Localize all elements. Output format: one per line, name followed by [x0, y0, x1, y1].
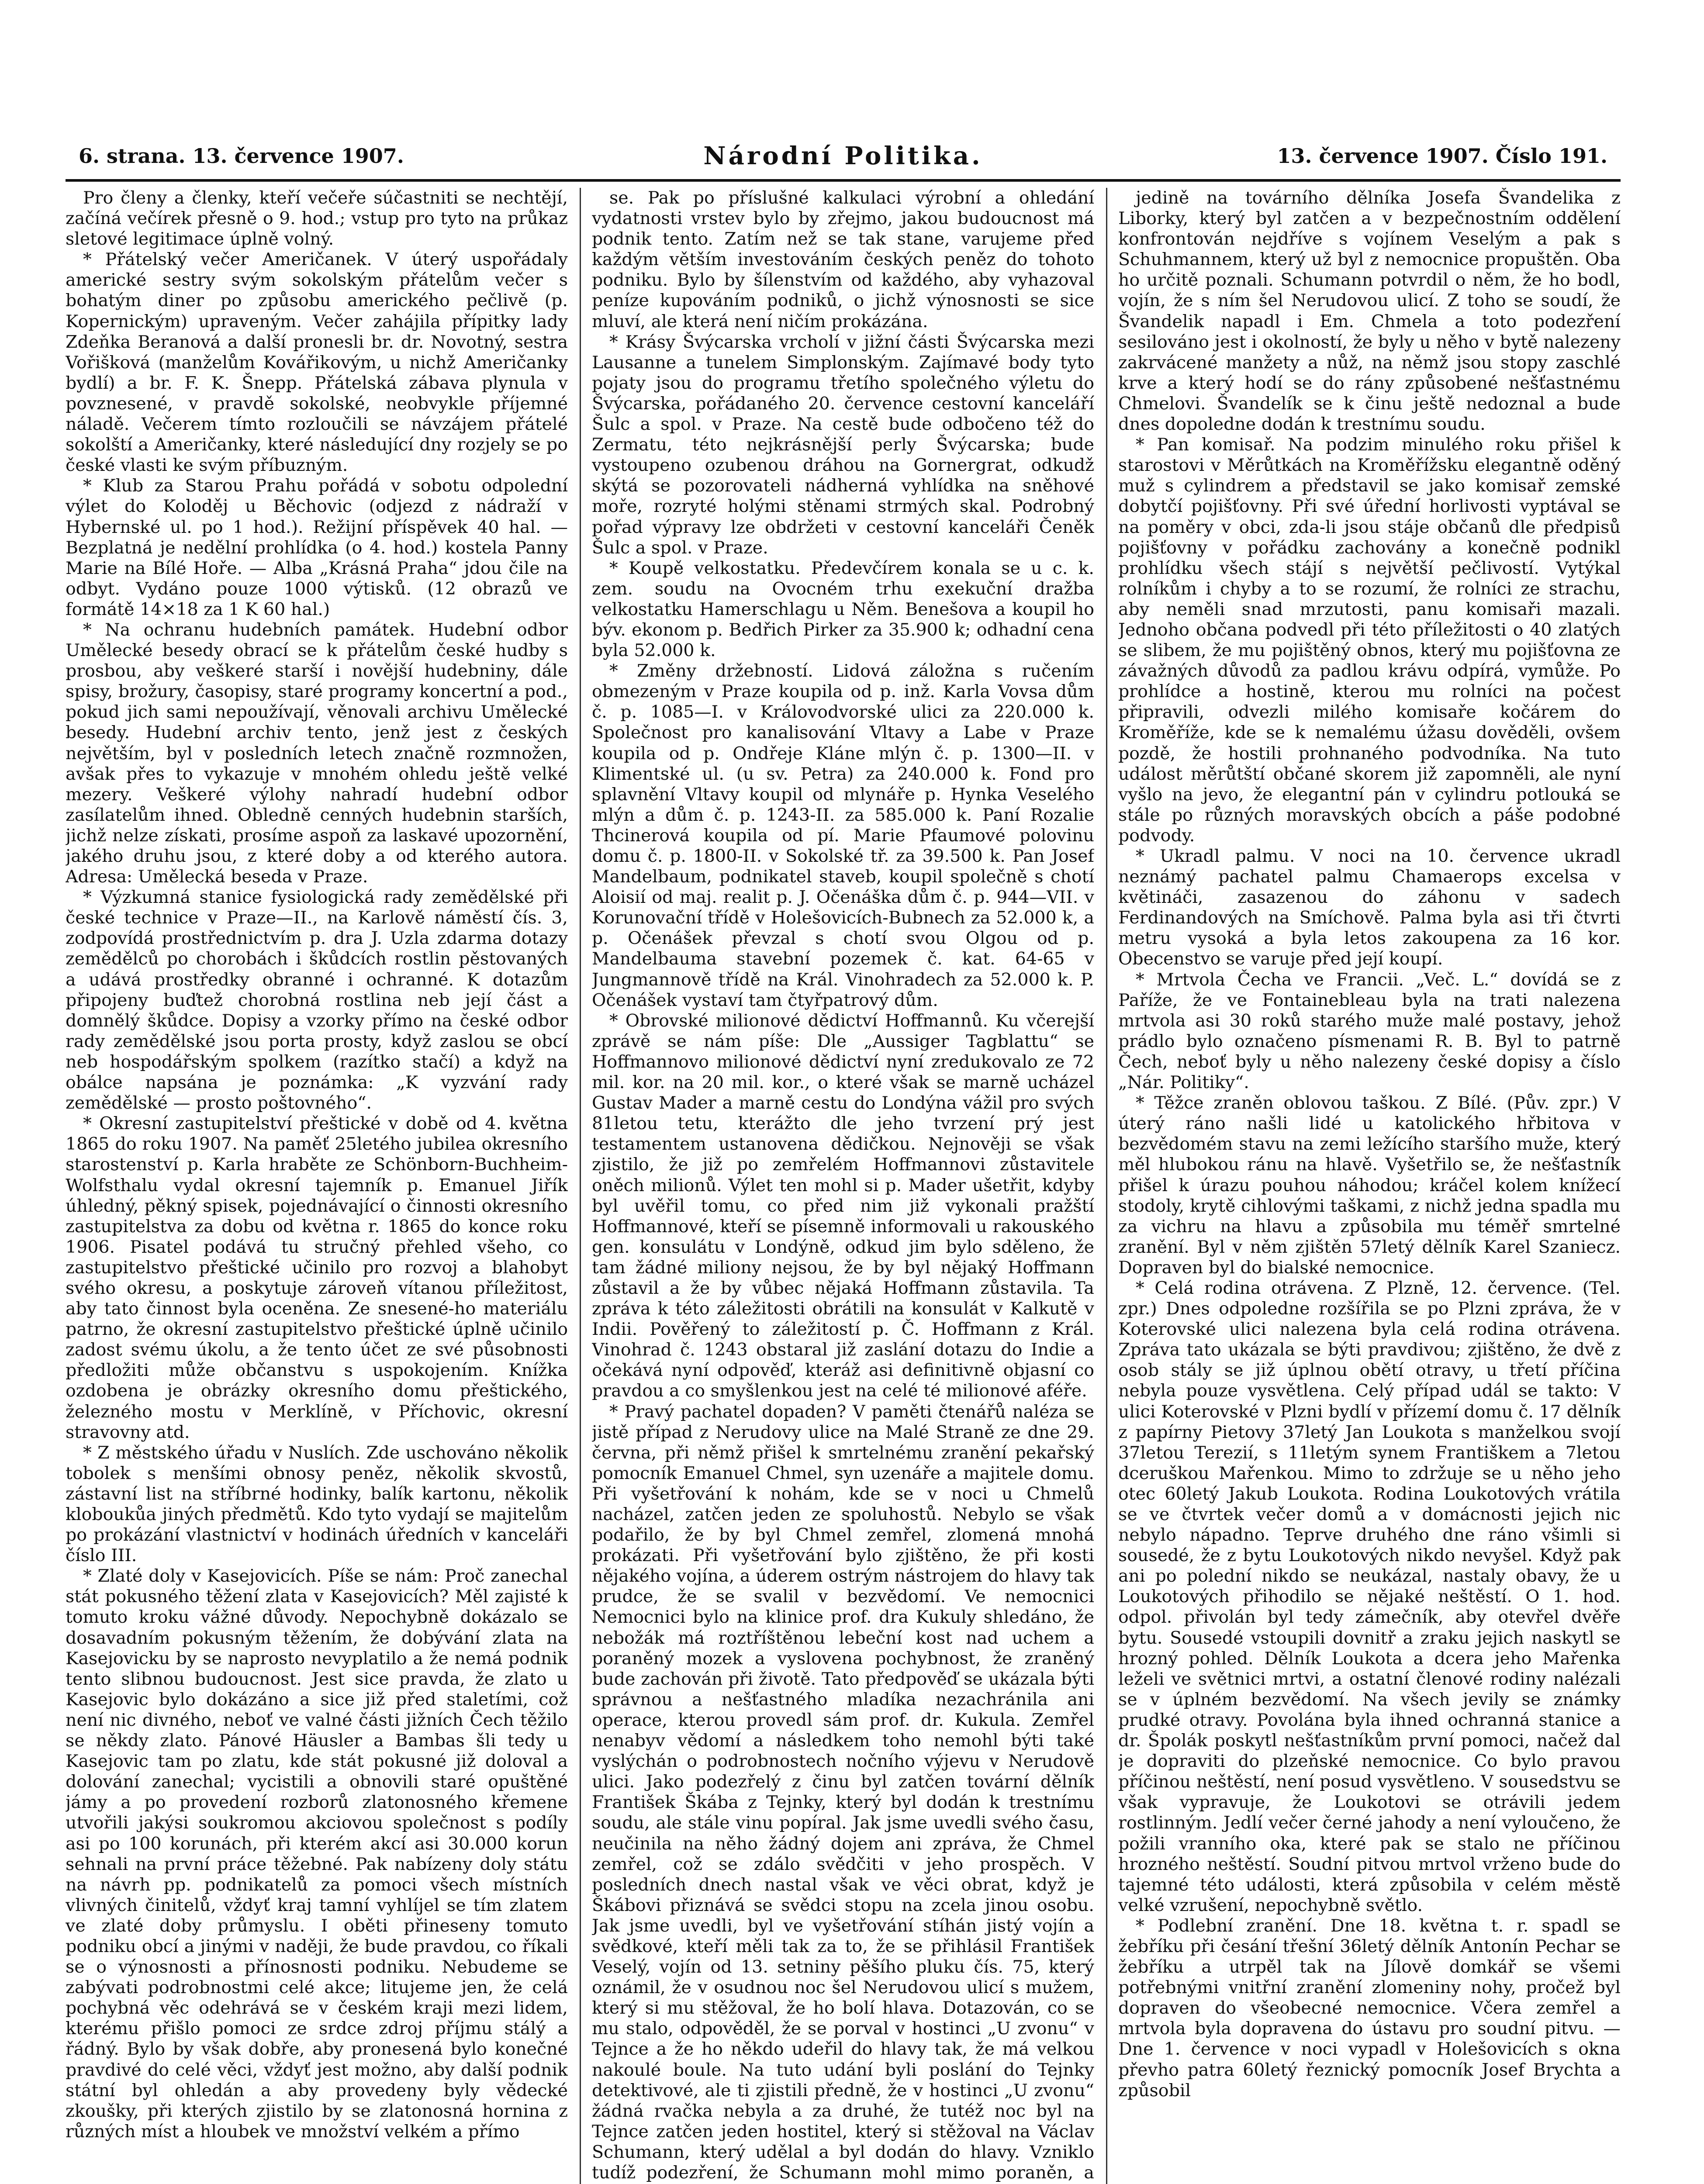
- article-paragraph: * Pan komisař. Na podzim minulého roku přišel k starostovi v Měrůtkách na Kroměřížsku elegantně oděný muž s cylindrem a představil se jako komisař zemské dobytčí pojišťovny. Při své úřední horlivosti vyptával se na poměry v obci, zda-li jsou stáje občanů dle předpisů pojišťovny v pořádku zachovány a konečně podnikl prohlídku všech stájí s největší pečlivostí. Vytýkal rolníkům i chyby a to se rozumí, že rolníci ze strachu, aby neměli snad mrzutosti, panu komisaři mazali. Jednoho občana podvedl při této příležitosti o 40 zlatých se slibem, že mu pojištěný obnos, který mu pojišťovna ze závažných důvodů za padlou krávu odpírá, vymůže. Po prohlídce a hostině, kterou mu rolníci na počest připravili, odvezli milého komisaře kočárem do Kroměříže, kde se k nemalému úžasu dověděli, ovšem pozdě, že hostili prohnaného podvodníka. Na tuto událost měrůtští občané skorem již zapomněli, ale nyní vyšlo na jevo, že elegantní pán v cylindru potlouká se stále po různých moravských obcích a páše podobné podvody.: [1118, 435, 1621, 846]
- article-paragraph: * Pravý pachatel dopaden? V paměti čtenářů naléza se jistě případ z Nerudovy ulice na Malé Straně ze dne 29. června, při němž přišel k smrtelnému zranění pekařský pomocník Emanuel Chmel, syn uzenáře a majitele domu. Při vyšetřování k nohám, kde se v noci u Chmelů nacházel, zatčen jeden ze spoluhostů. Nebylo se však podařilo, že by byl Chmel zemřel, zlomená mnohá prokázati. Při vyšetřování bylo zjištěno, že při kosti nějakého vojína, a úderem ostrým nástrojem do hlavy tak prudce, že se svalil v bezvědomí. Ve nemocnici Nemocnici bylo na klinice prof. dra Kukuly shledáno, že nebožák má roztříštěnou lebeční kost nad uchem a poraněný mozek a vyslovena pochybnost, že zraněný bude zachován při životě. Tato předpověď se ukázala býti správnou a nešťastného mladíka nezachránila ani operace, kterou provedl sám prof. dr. Kukula. Zemřel nenabyv vědomí a následkem toho nemohl býti také vyslýchán o podrobnostech nočního výjevu v Nerudově ulici. Jako podezřelý z činu byl zatčen tovární dělník František Škába z Tejnky, který byl dodán k trestnímu soudu, ale stále vinu popíral. Jak jsme uvedli svého času, neučinila na něho žádný dojem ani zpráva, že Chmel zemřel, což se zdálo svědčiti v jeho prospěch. V posledních dnech nastal však ve věci obrat, když je Škábovi přiznává se svědci stopu na zcela jinou osobu. Jak jsme uvedli, byl ve vyšetřování stíhán jistý vojín a svědkové, kteří měli tak za to, že se přihlásil František Veselý, vojín od 13. setniny pěšího pluku čís. 75, který oznámil, že v osudnou noc šel Nerudovou ulicí s mužem, který si mu stěžoval, že ho bolí hlava. Dotazován, co se mu stalo, odpověděl, že se porval v hostinci „U zvonu“ v Tejnce a že ho někdo udeřil do hlavy tak, že má velkou nakoulé boule. Na tuto udání byli poslání do Tejnky detektivové, ale ti zjistili předně, že v hostinci „U zvonu“ žádná rvačka nebyla a za druhé, že tutéž noc byl na Tejnce zatčen jeden hostitel, který si stěžoval na Václav Schumann, který udělal a byl dodán do hlavy. Vzniklo tudíž podezření, že Schumann mohl mimo poraněn, a: [592, 1401, 1094, 2183]
- article-paragraph: * Změny držebností. Lidová záložna s ručením obmezeným v Praze koupila od p. inž. Karla Vovsa dům č. p. 1085—I. v Královodvorské ulici za 220.000 k. Společnost pro kanalisování Vltavy a Labe v Praze koupila od p. Ondřeje Kláne mlýn č. p. 1300—II. v Klimentské ul. (u sv. Petra) za 240.000 k. Fond pro splavnění Vltavy koupil od mlynáře p. Hynka Veselého mlýn a dům č. p. 1243-II. za 585.000 k. Paní Rozalie Thcinerová koupila od pí. Marie Pfaumové polovinu domu č. p. 1800-II. v Sokolské tř. za 39.500 k. Pan Josef Mandelbaum, podnikatel staveb, koupil společně s chotí Aloisií od maj. realit p. J. Očenáška dům č. p. 944—VII. v Korunovační třídě v Holešovicích-Bubnech za 52.000 k, a p. Očenášek převzal s chotí svou Olgou od p. Mandelbauma stavební pozemek č. kat. 64-65 v Jungmannově třídě na Král. Vinohradech za 52.000 k. P. Očenášek vystaví tam čtyřpatrový dům.: [592, 661, 1094, 1010]
- article-paragraph: Pro členy a členky, kteří večeře súčastniti se nechtějí, začíná večírek přesně o 9. hod.; vstup pro tyto na průkaz sletové legitimace úplně volný.: [66, 188, 568, 249]
- article-paragraph: * Podlební zranění. Dne 18. května t. r. spadl se žebříku při česání třešní 36letý dělník Antonín Pechar se žebříku a utrpěl tak na Jílově domkář se všemi potřebnými vnitřní zranění zlomeniny nohy, pročež byl dopraven do všeobecné nemocnice. Včera zemřel a mrtvola byla dopravena do ústavu pro soudní pitvu. — Dne 1. července v noci vypadl v Holešovicích s okna převho patra 60letý řeznický pomocník Josef Brychta a způsobil: [1118, 1915, 1621, 2101]
- article-paragraph: * Okresní zastupitelství přeštické v době od 4. května 1865 do roku 1907. Na paměť 25letého jubilea okresního starostenství p. Karla hraběte ze Schönborn-Buchheim-Wolfsthalu vydal okresní tajemník p. Emanuel Jiřík úhledný, pěkný spisek, pojednávající o činnosti okresního zastupitelstva za dobu od května r. 1865 do konce roku 1906. Pisatel podává tu stručný přehled všeho, co zastupitelstvo přeštické učinilo pro rozvoj a blahobyt svého okresu, a poskytuje zároveň vítanou příležitost, aby tato činnost byla oceněna. Ze snesené-ho materiálu patrno, že okresní zastupitelstvo přeštické úplně učinilo zadost svému úkolu, a že tento účet ze své působnosti předložiti může občanstvu s uspokojením. Knížka ozdobena je obrázky okresního domu přeštického, železného mostu v Merklíně, v Příchovic, okresní stravovny atd.: [66, 1113, 568, 1442]
- column-divider: [1106, 188, 1107, 2184]
- article-paragraph: * Na ochranu hudebních památek. Hudební odbor Umělecké besedy obrací se k přátelům české hudby s prosbou, aby veškeré starší i novější hudebniny, dále spisy, brožury, časopisy, staré programy koncertní a pod., pokud jich sami nepoužívají, věnovali archivu Umělecké besedy. Hudební archiv tento, jenž jest z českých největším, byl v posledních letech značně rozmnožen, avšak přes to vykazuje v mnohém ohledu ještě velké mezery. Veškeré výlohy nahradí hudební odbor zasílatelům ihned. Obledně cenných hudebnin starších, jichž nelze získati, prosíme aspoň za laskavé upozornění, jakého druhu jsou, z které doby a od kterého autora. Adresa: Umělecká beseda v Praze.: [66, 619, 568, 887]
- article-paragraph: se. Pak po příslušné kalkulaci výrobní a ohledání vydatnosti vrstev bylo by zřejmo, jakou budoucnost má podnik tento. Zatím než se tak stane, varujeme před každým větším investováním českých peněz do tohoto podniku. Bylo by šílenstvím od každého, aby vyhazoval peníze kupováním podniků, o jichž výnosnosti se sice mluví, ale která není ničím prokázána.: [592, 188, 1094, 332]
- article-paragraph: * Mrtvola Čecha ve Francii. „Več. L.“ dovídá se z Paříže, že ve Fontainebleau byla na trati nalezena mrtvola asi 30 roků starého muže malé postavy, jehož prádlo bylo označeno písmenami R. B. Byl to patrně Čech, neboť byly u něho nalezeny české dopisy a číslo „Nár. Politiky“.: [1118, 969, 1621, 1093]
- article-paragraph: * Přátelský večer Američanek. V úterý uspořádaly americké sestry svým sokolským přátelům večer s bohatým diner po způsobu amerického pečlivě (p. Kopernickým) upraveným. Večer zahájila přípitky lady Zdeňka Beranová a další pronesli br. dr. Novotný, sestra Vořišková (manželům Kovářikovým, u nichž Američanky bydlí) a br. F. K. Šnepp. Přátelská zábava plynula v povznesené, v pravdě sokolské, neobvykle příjemné náladě. Večerem tímto rozloučili se návzájem přátelé sokolští a Američanky, které následující dny rozjely se po české vlasti ke svým příbuzným.: [66, 249, 568, 476]
- article-paragraph: * Obrovské milionové dědictví Hoffmannů. Ku včerejší zprávě se nám píše: Dle „Aussiger Tagblattu“ se Hoffmannovo milionové dědictví nyní zredukovalo ze 72 mil. kor. na 20 mil. kor., o které však se marně ucházel Gustav Mader a marně cestu do Londýna vážil pro svých 81letou tetu, kterážto dle jeho tvrzení prý jest testamentem ustanovena dědičkou. Nejnověji se však zjistilo, že již po zemřelém Hoffmannovi zůstavitele oněch milionů. Výlet ten mohl si p. Mader ušetřit, kdyby byl uvěřil tomu, co před nim již vykonali pražští Hoffmannové, kteří se písemně informovali u rakouského gen. konsulátu v Londýně, odkud jim bylo sděleno, že tam žádné miliony nejsou, že by byl nějaký Hoffmann zůstavil a že by vůbec nějaká Hoffmann zůstavila. Ta zpráva k této záležitosti obrátili na konsulát v Kalkutě v Indii. Pověřený to záležitostí p. Č. Hoffmann z Král. Vinohrad č. 1243 obstaral již zaslání dotazu do Indie a očekává nyní odpověď, kteráž asi definitivně objasní co pravdou a co smyšlenkou jest na celé té milionové aféře.: [592, 1010, 1094, 1401]
- column-3: [1118, 188, 1621, 2184]
- columns: [66, 188, 1621, 2184]
- article-paragraph: * Těžce zraněn oblovou taškou. Z Bílé. (Pův. zpr.) V úterý ráno našli lidé u katolického hřbitova v bezvědomém stavu na zemi ležícího staršího muže, který měl hlubokou ránu na hlavě. Vyšetřilo se, že nešťastník přišel k úrazu pouhou náhodou; kráčel kolem knížecí stodoly, krytě cihlovými taškami, z nichž jedna spadla mu za vichru na hlavu a způsobila mu téměř smrtelné zranění. Byl v něm zjištěn 57letý dělník Karel Szaniecz. Dopraven byl do bialské nemocnice.: [1118, 1093, 1621, 1278]
- column-divider: [580, 188, 581, 2184]
- article-paragraph: * Zlaté doly v Kasejovicích. Píše se nám: Proč zanechal stát pokusného těžení zlata v Kasejovicích? Měl zajisté k tomuto kroku vážné důvody. Nepochybně dokázalo se dosavadním pokusným těžením, že dobývání zlata na Kasejovicku by se naprosto nevyplatilo a že nemá podnik tento slibnou budoucnost. Jest sice pravda, že zlato u Kasejovic bylo dokázáno a sice již před staletími, což není nic divného, neboť ve valné části jižních Čech těžilo se někdy zlato. Pánové Häusler a Bambas šli tedy u Kasejovic tam po zlatu, kde stát pokusné již doloval a dolování zanechal; vycistili a obnovili staré opuštěné jámy a po provedení rozborů zlatonosného křemene utvořili jakýsi soukromou akciovou společnost s podíly asi po 100 korunách, při kterém akcí asi 30.000 korun sehnali na první práce těžebné. Pak nabízeny doly státu na návrh pp. podnikatelů za pomoci všech místních vlivných činitelů, vždyť kraj tamní vyhlíjel se tím zlatem ve zlaté doby průmyslu. I oběti přineseny tomuto podniku obcí a jinými v naději, že bude pravdou, co říkali se o výnosnosti a přínosnosti podniku. Nebudeme se zabývati podrobnostmi celé akce; litujeme jen, že celá pochybná věc odehrává se v českém kraji mezi lidem, kterému přišlo pomoci ze srdce zdroj příjmu stálý a řádný. Bylo by však dobře, aby pronesená bylo konečné pravdivé do celé věci, vždyť jest možno, aby další podnik státní byl ohledán a aby provedeny byly vědecké zkoušky, při kterých zjistilo by se zlatonosná hornina z různých míst a hloubek ve množství velkém a přímo: [66, 1566, 568, 2142]
- article-paragraph: * Koupě velkostatku. Předevčírem konala se u c. k. zem. soudu na Ovocném trhu exekuční dražba velkostatku Hamerschlagu u Něm. Benešova a koupil ho býv. ekonom p. Bedřich Pirker za 35.900 k; odhadní cena byla 52.000 k.: [592, 558, 1094, 661]
- article-paragraph: * Výzkumná stanice fysiologická rady zemědělské při české technice v Praze—II., na Karlově náměstí čís. 3, zodpovídá prostřednictvím p. dra J. Uzla zdarma dotazy zemědělců po chorobách i škůdcích rostlin pěstovaných a udává prostředky obranné i ochranné. K dotazům připojeny buďtež chorobná rostlina neb její část a domnělý škůdce. Dopisy a vzorky přímo na české odbor rady zemědělské jsou porta prosty, když zaslou se obcí neb hospodářským spolkem (razítko stačí) a když na obálce napsána je poznámka: „K vyzvání rady zemědělské — prosto poštovného“.: [66, 887, 568, 1113]
- article-paragraph: * Celá rodina otrávena. Z Plzně, 12. července. (Tel. zpr.) Dnes odpoledne rozšířila se po Plzni zpráva, že v Koterovské ulici nalezena byla celá rodina otrávena. Zpráva tato ukázala se býti pravdivou; zjištěno, že dvě z osob stály se již úplnou obětí otravy, u třetí příčina nebyla pouze vysvětlena. Celý případ udál se takto: V ulici Koterovské v Plzni bydlí v přízemí domu č. 17 dělník z papírny Pietovy 37letý Jan Loukota s manželkou svojí 37letou Terezií, s 11letým synem Františkem a 7letou dceruškou Mařenkou. Mimo to zdržuje se u něho jeho otec 60letý Jakub Loukota. Rodina Loukotových vrátila se ve čtvrtek večer domů a v domácnosti jejich nic nebylo nápadno. Teprve druhého dne ráno všimli si sousedé, že z bytu Loukotových nikdo nevyšel. Když pak ani po polední nikdo se neukázal, nastaly obavy, že u Loukotových přihodilo se nějaké neštěstí. O 1. hod. odpol. přivolán byl tedy zámečník, aby otevřel dvěře bytu. Sousedé vstoupili dovnitř a zraku jejich naskytl se hrozný pohled. Dělník Loukota a dcera jeho Mařenka leželi ve světnici mrtvi, a ostatní členové rodiny nalézali se v úplném bezvědomí. Na všech jevily se známky prudké otravy. Povolána byla ihned ochranná stanice a dr. Špolák poskytl nešťastníkům první pomoci, načež dal je dopraviti do plzeňské nemocnice. Co bylo pravou příčinou neštěstí, není posud vysvětleno. V sousedstvu se však vypravuje, že Loukotovi se otrávili jedem rostlinným. Jedlí večer černé jahody a není vyloučeno, že požili vranního oka, které pak se stalo ne příčinou hrozného neštěstí. Soudní pitvou mrtvol vrženo bude do tajemné této události, která způsobila v celém městě velké vzrušení, nepochybně světlo.: [1118, 1278, 1621, 1915]
- issue-date-number: 13. července 1907. Číslo 191.: [1277, 144, 1607, 168]
- page-header: [66, 131, 1621, 183]
- article-paragraph: * Krásy Švýcarska vrcholí v jižní části Švýcarska mezi Lausanne a tunelem Simplonským. Zajímavé body tyto pojaty jsou do programu třetího společného výletu do Švýcarska, pořádaného 20. července cestovní kanceláří Šulc a spol. v Praze. Na cestě bude odbočeno též do Zermatu, této nejkrásnější perly Švýcarska; bude vystoupeno ozubenou dráhou na Gornergrat, odkudž skýtá se pozorovateli nádherná vyhlídka na sněhové moře, rozryté holými stěnami strmých skal. Podrobný pořad výpravy lze obdržeti v cestovní kanceláři Čeněk Šulc a spol. v Praze.: [592, 332, 1094, 558]
- article-paragraph: * Klub za Starou Prahu pořádá v sobotu odpolední výlet do Koloděj u Běchovic (odjezd z nádraží v Hybernské ul. po 1 hod.). Režijní příspěvek 40 hal. — Bezplatná je nedělní prohlídka (o 4. hod.) kostela Panny Marie na Bílé Hoře. — Alba „Krásná Praha“ jdou čile na odbyt. Vydáno pouze 1000 výtisků. (12 obrazů ve formátě 14×18 za 1 K 60 hal.): [66, 476, 568, 619]
- article-paragraph: jedině na továrního dělníka Josefa Švandelika z Liborky, který byl zatčen a v bezpečnostním oddělení konfrontován nejdříve s vojínem Veselým a pak s Schuhmannem, který už byl z nemocnice propuštěn. Oba ho určitě poznali. Schumann potvrdil o něm, že ho bodl, vojín, že s ním šel Nerudovou ulicí. Z toho se soudí, že Švandelik napadl i Em. Chmela a toto podezření sesilováno jest i okolností, že byly u něho v bytě nalezeny zakrvácené manžety a nůž, na němž jsou stopy zaschlé krve a který hodí se do rány způsobené nešťastnému Chmelovi. Švandelík se k činu ještě nedoznal a bude dnes dopoledne dodán k trestnímu soudu.: [1118, 188, 1621, 435]
- page-number-date: 6. strana. 13. července 1907.: [79, 144, 404, 168]
- column-1: [66, 188, 568, 2184]
- newspaper-page: [66, 131, 1621, 2184]
- article-paragraph: * Z městského úřadu v Nuslích. Zde uschováno několik tobolek s menšími obnosy peněz, několik skvostů, zástavní list na stříbrné hodinky, balík kartonu, několik kloboukůa jiných předmětů. Kdo tyto vydají se majitelům po prokázání vlastnictví v hodinách úředních v kanceláři číslo III.: [66, 1442, 568, 1566]
- column-2: [592, 188, 1094, 2184]
- header-rule: [66, 179, 1621, 182]
- masthead-title: Národní Politika.: [703, 142, 983, 170]
- article-paragraph: * Ukradl palmu. V noci na 10. července ukradl neznámý pachatel palmu Chamaerops excelsa v květináči, zasazenou do záhonu v sadech Ferdinandových na Smíchově. Palma byla asi tři čtvrti metru vysoká a byla letos zakoupena za 16 kor. Obecenstvo se varuje před její koupí.: [1118, 846, 1621, 969]
